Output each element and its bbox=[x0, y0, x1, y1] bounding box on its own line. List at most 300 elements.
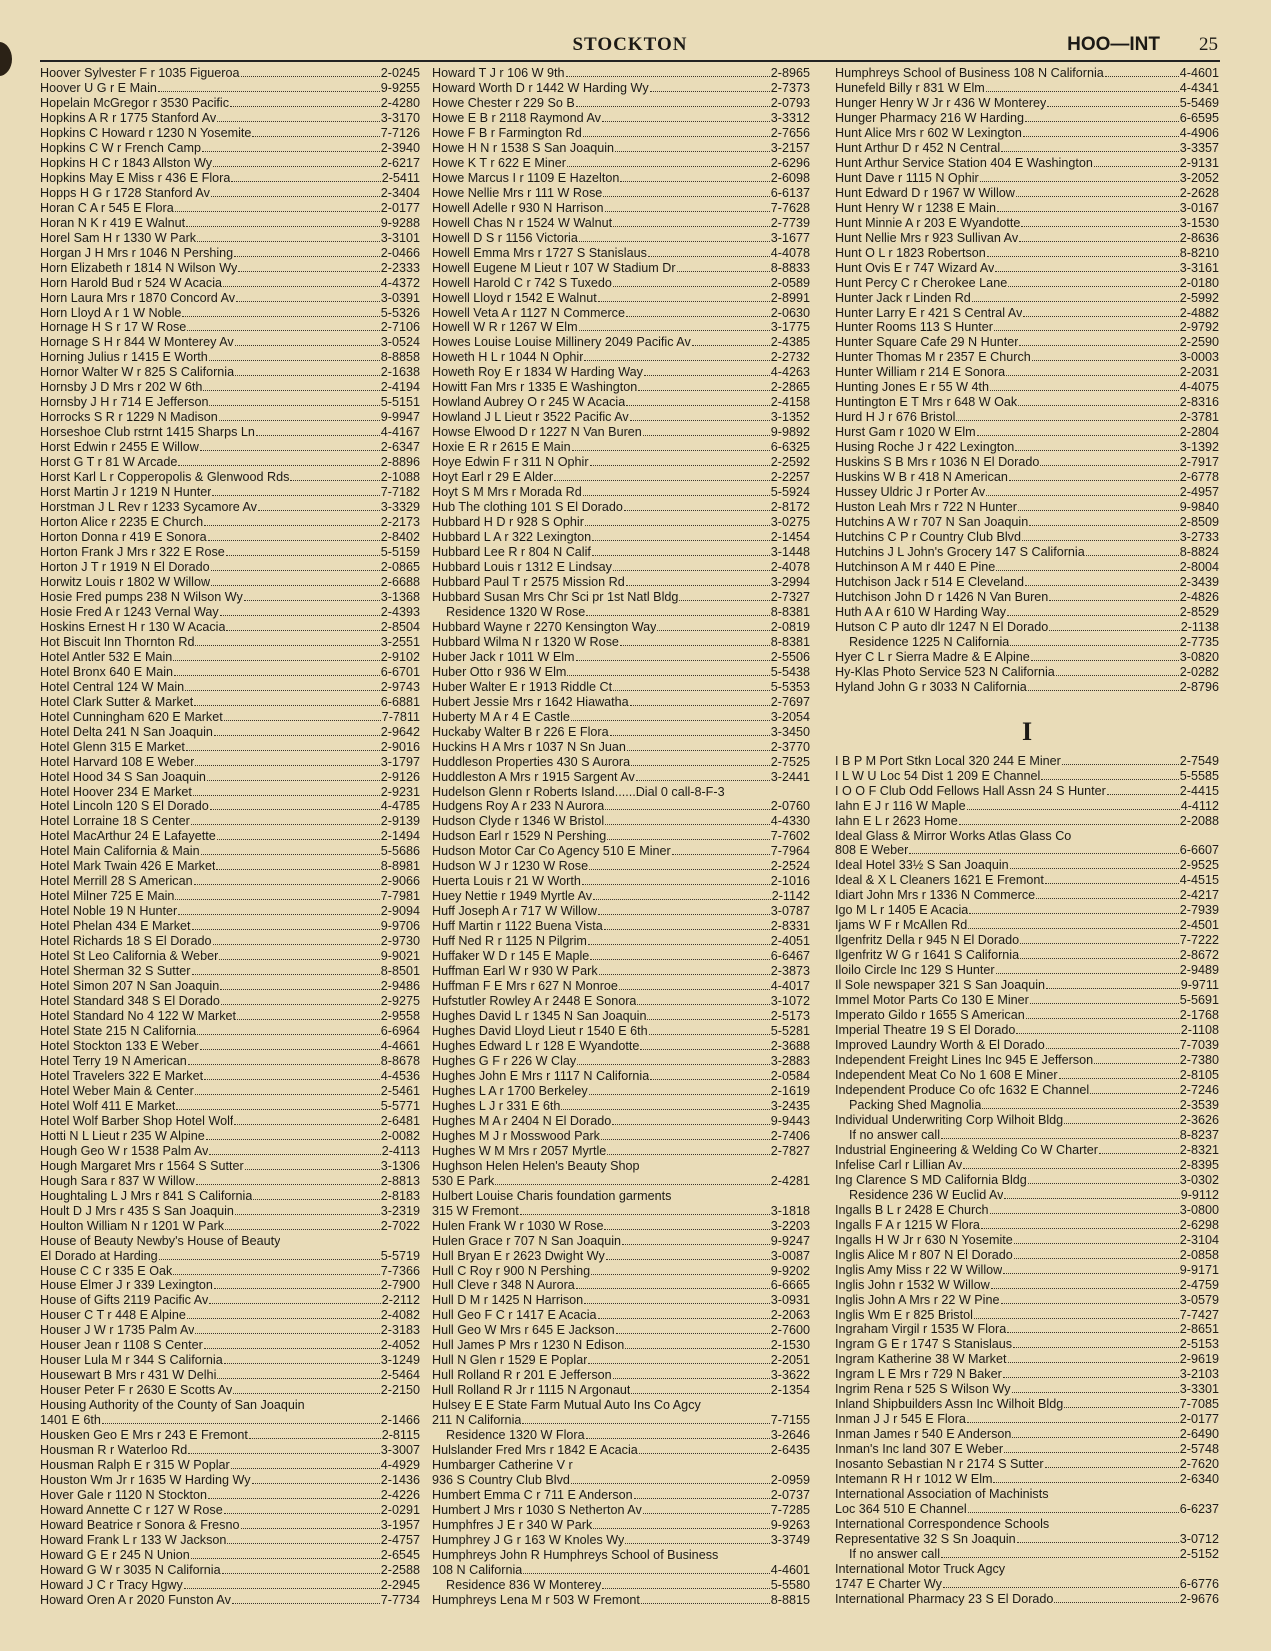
listing-name: Hull Rolland R r 201 E Jefferson bbox=[432, 1368, 612, 1383]
listing-name: Independent Meat Co No 1 608 E Miner bbox=[835, 1068, 1058, 1082]
listing-name: Howe F B r Farmington Rd bbox=[432, 125, 582, 140]
listing-name: Hubbard Wayne r 2270 Kensington Way bbox=[432, 619, 657, 634]
leader-dots bbox=[184, 1579, 380, 1589]
leader-dots bbox=[604, 1220, 769, 1230]
listing-phone: 2-1088 bbox=[380, 470, 420, 485]
leader-dots bbox=[173, 1265, 379, 1275]
leader-dots bbox=[1009, 471, 1179, 481]
listing-phone: 8-8858 bbox=[380, 350, 420, 365]
listing-row bbox=[40, 1548, 420, 1563]
listing-name: Howell Veta A r 1127 N Commerce bbox=[432, 305, 625, 320]
listing-row bbox=[835, 680, 1219, 695]
leader-dots bbox=[221, 995, 380, 1005]
listing-phone: 2-8402 bbox=[380, 530, 420, 545]
leader-dots bbox=[188, 1444, 380, 1454]
directory-column-2 bbox=[432, 66, 810, 1608]
leader-dots bbox=[986, 82, 1179, 92]
listing-name: Howell Adelle r 930 N Harrison bbox=[432, 200, 604, 215]
listing-row bbox=[432, 455, 810, 470]
listing-phone: 3-1530 bbox=[1179, 215, 1219, 230]
leader-dots bbox=[224, 711, 381, 721]
listing-row bbox=[835, 829, 1219, 844]
listing-name: Humphreys John R Humphreys School of Business bbox=[432, 1547, 719, 1562]
listing-phone: 2-0282 bbox=[1179, 664, 1219, 679]
listing-phone: 5-5691 bbox=[1179, 993, 1219, 1008]
listing-phone: 3-0820 bbox=[1179, 649, 1219, 664]
listing-row bbox=[40, 1219, 420, 1234]
listing-name: Howland J L Lieut r 3522 Pacific Av bbox=[432, 410, 629, 425]
leader-dots bbox=[603, 187, 769, 197]
listing-row bbox=[40, 545, 420, 560]
listing-phone: 2-0793 bbox=[770, 95, 810, 110]
listing-row bbox=[40, 380, 420, 395]
listing-name: Imperato Gildo r 1655 S American bbox=[835, 1008, 1025, 1023]
listing-name: Hoxie E R r 2615 E Main bbox=[432, 440, 571, 455]
leader-dots bbox=[241, 67, 380, 77]
leader-dots bbox=[585, 516, 770, 526]
listing-row bbox=[835, 126, 1219, 141]
listing-name: Hopkins A R r 1775 Stanford Av bbox=[40, 110, 217, 125]
leader-dots bbox=[241, 1519, 380, 1529]
listing-row bbox=[432, 410, 810, 425]
leader-dots bbox=[974, 1309, 1179, 1319]
listing-name: Hughson Helen Helen's Beauty Shop bbox=[432, 1158, 640, 1173]
listing-row bbox=[40, 755, 420, 770]
listing-row bbox=[40, 620, 420, 635]
listing-name: Horan N K r 419 E Walnut bbox=[40, 215, 186, 230]
listing-row bbox=[432, 1069, 810, 1084]
listing-row bbox=[835, 814, 1219, 829]
listing-name: Hopkins H C r 1843 Allston Wy bbox=[40, 155, 213, 170]
listing-phone: 2-1454 bbox=[770, 530, 810, 545]
leader-dots bbox=[1059, 1069, 1179, 1079]
leader-dots bbox=[1013, 1338, 1179, 1348]
listing-name: Humphreys Lena M r 503 W Fremont bbox=[432, 1592, 640, 1607]
listing-phone: 2-6217 bbox=[380, 155, 420, 170]
listing-name: Hotel Merrill 28 S American bbox=[40, 874, 193, 889]
listing-name: Humphfres J E r 340 W Park bbox=[432, 1517, 593, 1532]
leader-dots bbox=[631, 1384, 769, 1394]
leader-dots bbox=[226, 621, 379, 631]
listing-phone: 3-1249 bbox=[380, 1353, 420, 1368]
leader-dots bbox=[256, 426, 380, 436]
listing-row bbox=[432, 380, 810, 395]
listing-row bbox=[835, 620, 1219, 635]
listing-row bbox=[835, 665, 1219, 680]
listing-phone: 2-2112 bbox=[381, 1293, 420, 1308]
listing-name: Hulslander Fred Mrs r 1842 E Acacia bbox=[432, 1443, 638, 1458]
leader-dots bbox=[607, 830, 769, 840]
leader-dots bbox=[576, 97, 770, 107]
listing-name: Hunt Arthur Service Station 404 E Washington bbox=[835, 155, 1093, 170]
listing-phone: 2-7656 bbox=[770, 125, 810, 140]
leader-dots bbox=[607, 1145, 770, 1155]
listing-phone: 2-4082 bbox=[380, 1308, 420, 1323]
leader-dots bbox=[994, 321, 1179, 331]
listing-row bbox=[835, 605, 1219, 620]
listing-name: Hough Geo W r 1538 Palm Av bbox=[40, 1143, 209, 1158]
listing-row bbox=[40, 575, 420, 590]
listing-row bbox=[432, 1278, 810, 1293]
leader-dots bbox=[1086, 546, 1179, 556]
leader-dots bbox=[1049, 591, 1178, 601]
listing-name: Hunt Minnie A r 203 E Wyandotte bbox=[835, 215, 1021, 230]
leader-dots bbox=[956, 411, 1178, 421]
leader-dots bbox=[231, 1459, 380, 1469]
listing-phone: 4-4906 bbox=[1179, 125, 1219, 140]
listing-name: 108 N California bbox=[432, 1562, 523, 1577]
leader-dots bbox=[253, 1190, 379, 1200]
listing-row bbox=[835, 1577, 1219, 1592]
listing-row bbox=[40, 904, 420, 919]
listing-row bbox=[432, 1159, 810, 1174]
listing-name: Hotel St Leo California & Weber bbox=[40, 949, 219, 964]
leader-dots bbox=[1047, 97, 1178, 107]
leader-dots bbox=[606, 1250, 770, 1260]
listing-name: Hornor Walter W r 825 S California bbox=[40, 365, 235, 380]
listing-name: Howse Elwood D r 1227 N Van Buren bbox=[432, 425, 642, 440]
listing-row bbox=[40, 111, 420, 126]
listing-row bbox=[432, 1428, 810, 1443]
listing-phone: 3-1392 bbox=[1179, 440, 1219, 455]
listing-name: Hotel Glenn 315 E Market bbox=[40, 739, 185, 754]
listing-row bbox=[835, 754, 1219, 769]
listing-name: Ideal & X L Cleaners 1621 E Fremont bbox=[835, 873, 1044, 888]
listing-name: Hubbard H D r 928 S Ophir bbox=[432, 515, 584, 530]
listing-row bbox=[835, 96, 1219, 111]
listing-name: Horstman J L Rev r 1233 Sycamore Av bbox=[40, 500, 257, 515]
listing-name: Hub The clothing 101 S El Dorado bbox=[432, 500, 623, 515]
leader-dots bbox=[208, 1489, 380, 1499]
listing-row bbox=[432, 1413, 810, 1428]
listing-name: Howard Annette C r 127 W Rose bbox=[40, 1503, 223, 1517]
listing-row bbox=[835, 843, 1219, 858]
listing-row bbox=[835, 500, 1219, 515]
listing-name: Il Sole newspaper 321 S San Joaquin bbox=[835, 978, 1046, 993]
listing-name: Huddleson Properties 430 S Aurora bbox=[432, 754, 631, 769]
listing-phone: 9-9443 bbox=[770, 1113, 810, 1128]
listing-name: International Correspondence Schools bbox=[835, 1517, 1050, 1532]
listing-row bbox=[835, 1008, 1219, 1023]
listing-name: Hubert Jessie Mrs r 1642 Hiawatha bbox=[432, 694, 629, 709]
listing-phone: 2-9016 bbox=[380, 739, 420, 754]
leader-dots bbox=[643, 426, 770, 436]
listing-phone: 2-9792 bbox=[1179, 320, 1219, 335]
listing-phone: 2-9676 bbox=[1179, 1591, 1219, 1606]
listing-row bbox=[432, 156, 810, 171]
listing-phone: 5-5353 bbox=[770, 679, 810, 694]
leader-dots bbox=[252, 127, 379, 137]
listing-row bbox=[432, 500, 810, 515]
listing-phone: 4-4661 bbox=[380, 1038, 420, 1053]
listing-row bbox=[40, 306, 420, 321]
listing-row bbox=[432, 1578, 810, 1593]
listing-row bbox=[40, 1383, 420, 1398]
leader-dots bbox=[941, 1548, 1179, 1558]
listing-phone: 2-8183 bbox=[380, 1188, 420, 1203]
leader-dots bbox=[173, 651, 379, 661]
leader-dots bbox=[997, 202, 1179, 212]
listing-phone: 2-2063 bbox=[770, 1308, 810, 1323]
leader-dots bbox=[158, 82, 380, 92]
listing-name: Hubbard Wilma N r 1320 W Rose bbox=[432, 634, 619, 649]
listing-phone: 3-1448 bbox=[770, 545, 810, 559]
listing-phone: 4-4785 bbox=[380, 799, 420, 814]
listing-phone: 2-3439 bbox=[1179, 574, 1219, 589]
listing-row bbox=[835, 1308, 1219, 1323]
listing-name: Ijams W F r McAllen Rd bbox=[835, 918, 968, 933]
listing-phone: 2-5464 bbox=[380, 1368, 420, 1383]
leader-dots bbox=[636, 771, 770, 781]
listing-name: Residence 1320 W Flora bbox=[446, 1428, 585, 1443]
leader-dots bbox=[650, 1070, 770, 1080]
listing-name: Humbarger Catherine V r bbox=[432, 1458, 573, 1473]
leader-dots bbox=[237, 1010, 380, 1020]
listing-phone: 2-4194 bbox=[380, 380, 420, 395]
leader-dots bbox=[620, 172, 769, 182]
listing-row bbox=[835, 335, 1219, 350]
listing-name: Hotel Bronx 640 E Main bbox=[40, 664, 174, 679]
listing-phone: 2-3404 bbox=[380, 185, 420, 200]
listing-row bbox=[432, 1533, 810, 1548]
listing-phone: 2-1108 bbox=[1180, 1023, 1219, 1038]
leader-dots bbox=[204, 516, 380, 526]
listing-name: Hoye Edwin F r 311 N Ophir bbox=[432, 455, 589, 470]
listing-name: Horgan J H Mrs r 1046 N Pershing bbox=[40, 245, 234, 260]
listing-row bbox=[432, 994, 810, 1009]
listing-phone: 3-1775 bbox=[770, 320, 810, 335]
listing-name: Hotel Standard 348 S El Dorado bbox=[40, 994, 220, 1009]
listing-phone: 9-9202 bbox=[770, 1263, 810, 1278]
page-city-title: STOCKTON bbox=[572, 34, 688, 55]
listing-name: Hunt Nellie Mrs r 923 Sullivan Av bbox=[835, 230, 1019, 245]
leader-dots bbox=[222, 1564, 380, 1574]
listing-row bbox=[40, 1084, 420, 1099]
listing-name: Hotel Mark Twain 426 E Market bbox=[40, 859, 216, 874]
leader-dots bbox=[1023, 127, 1179, 137]
listing-phone: 8-8815 bbox=[770, 1592, 810, 1607]
leader-dots bbox=[234, 247, 380, 257]
listing-phone: 4-4078 bbox=[770, 245, 810, 260]
listing-row bbox=[835, 455, 1219, 470]
listing-phone: 2-6688 bbox=[380, 574, 420, 589]
listing-name: 1747 E Charter Wy bbox=[835, 1576, 942, 1591]
listing-phone: 3-0787 bbox=[770, 904, 810, 919]
listing-row bbox=[432, 485, 810, 500]
listing-phone: 9-9892 bbox=[770, 425, 810, 440]
listing-row bbox=[40, 680, 420, 695]
listing-row bbox=[40, 485, 420, 500]
listing-phone: 4-4929 bbox=[380, 1458, 420, 1473]
leader-dots bbox=[1023, 307, 1178, 317]
listing-row bbox=[432, 874, 810, 889]
listing-row bbox=[40, 96, 420, 111]
leader-dots bbox=[174, 666, 380, 676]
listing-phone: 2-8004 bbox=[1179, 559, 1219, 574]
leader-dots bbox=[613, 681, 770, 691]
listing-name: Humphrey J G r 163 W Knoles Wy bbox=[432, 1532, 625, 1547]
listing-row bbox=[835, 156, 1219, 171]
listing-row bbox=[835, 1293, 1219, 1308]
listing-row bbox=[40, 171, 420, 186]
listing-phone: 2-7525 bbox=[770, 754, 810, 769]
leader-dots bbox=[204, 1070, 380, 1080]
listing-name: Huff Joseph A r 717 W Willow bbox=[432, 904, 597, 919]
listing-name: Hotel Simon 207 N San Joaquin bbox=[40, 979, 220, 994]
listing-row bbox=[40, 725, 420, 740]
leader-dots bbox=[1008, 1353, 1179, 1363]
listing-phone: 2-0819 bbox=[770, 619, 810, 634]
leader-dots bbox=[638, 381, 769, 391]
listing-name: Hughes David Lloyd Lieut r 1540 E 6th bbox=[432, 1024, 648, 1038]
listing-phone: 8-8678 bbox=[380, 1053, 420, 1068]
listing-row bbox=[835, 171, 1219, 186]
leader-dots bbox=[195, 1085, 380, 1095]
listing-row bbox=[40, 919, 420, 934]
listing-row bbox=[432, 949, 810, 964]
listing-phone: 2-8813 bbox=[380, 1173, 420, 1188]
listing-row bbox=[432, 1398, 810, 1413]
leader-dots bbox=[1028, 681, 1179, 691]
leader-dots bbox=[605, 202, 770, 212]
listing-phone: 2-7900 bbox=[380, 1278, 420, 1293]
leader-dots bbox=[194, 696, 380, 706]
listing-phone: 6-6467 bbox=[770, 949, 810, 964]
listing-row bbox=[835, 575, 1219, 590]
leader-dots bbox=[1030, 994, 1179, 1004]
listing-name: Inglis Amy Miss r 22 W Willow bbox=[835, 1262, 1003, 1277]
leader-dots bbox=[1014, 1249, 1179, 1259]
listing-row bbox=[835, 1397, 1219, 1412]
leader-dots bbox=[626, 307, 770, 317]
listing-row bbox=[835, 1502, 1219, 1517]
leader-dots bbox=[197, 1025, 380, 1035]
listing-name: Hotel Standard No 4 122 W Market bbox=[40, 1009, 236, 1024]
leader-dots bbox=[1020, 949, 1179, 959]
listing-row bbox=[835, 1068, 1219, 1083]
listing-name: Hornage S H r 844 W Monterey Av bbox=[40, 335, 234, 350]
listing-name: Inman J J r 545 E Flora bbox=[835, 1412, 966, 1427]
listing-name: Hosie Fred A r 1243 Vernal Way bbox=[40, 604, 219, 619]
listing-name: Hunt Arthur D r 452 N Central bbox=[835, 140, 1001, 155]
listing-row bbox=[835, 963, 1219, 978]
listing-row bbox=[40, 455, 420, 470]
leader-dots bbox=[567, 157, 770, 167]
listing-name: Hunt Henry W r 1238 E Main bbox=[835, 200, 996, 215]
leader-dots bbox=[236, 292, 380, 302]
leader-dots bbox=[1046, 1039, 1179, 1049]
listing-phone: 2-0858 bbox=[1179, 1247, 1219, 1262]
listing-row bbox=[432, 1473, 810, 1488]
leader-dots bbox=[968, 1503, 1179, 1513]
listing-name: Horst Martin J r 1219 N Hunter bbox=[40, 485, 212, 500]
leader-dots bbox=[995, 262, 1178, 272]
listing-row bbox=[835, 246, 1219, 261]
listing-row bbox=[40, 1353, 420, 1368]
listing-name: Hornsby J D Mrs r 202 W 6th bbox=[40, 380, 203, 395]
listing-name: Hudgens Roy A r 233 N Aurora bbox=[432, 799, 605, 814]
listing-phone: 3-2203 bbox=[770, 1218, 810, 1233]
listing-row bbox=[40, 186, 420, 201]
listing-phone: 9-9706 bbox=[380, 919, 420, 934]
listing-row bbox=[432, 740, 810, 755]
listing-row bbox=[432, 171, 810, 186]
listing-row bbox=[835, 485, 1219, 500]
listing-name: Huff Martin r 1122 Buena Vista bbox=[432, 919, 603, 934]
listing-phone: 2-8991 bbox=[770, 290, 810, 305]
leader-dots bbox=[996, 561, 1178, 571]
listing-row bbox=[40, 770, 420, 785]
listing-row bbox=[432, 605, 810, 620]
listing-name: Houston Wm Jr r 1635 W Harding Wy bbox=[40, 1473, 251, 1488]
leader-dots bbox=[209, 351, 380, 361]
listing-row bbox=[835, 410, 1219, 425]
listing-name: 315 W Fremont bbox=[432, 1203, 519, 1218]
leader-dots bbox=[987, 247, 1179, 257]
leader-dots bbox=[1004, 1189, 1179, 1199]
listing-name: Hussey Uldric J r Porter Av bbox=[835, 485, 986, 500]
listing-phone: 2-1016 bbox=[770, 874, 810, 889]
listing-phone: 2-8965 bbox=[770, 66, 810, 80]
listing-phone: 2-0584 bbox=[770, 1068, 810, 1083]
listing-spacer bbox=[835, 695, 1219, 710]
leader-dots bbox=[1004, 1443, 1179, 1453]
listing-row bbox=[432, 1009, 810, 1024]
listing-phone: 2-9066 bbox=[380, 874, 420, 889]
leader-dots bbox=[102, 1414, 380, 1424]
leader-dots bbox=[1007, 1323, 1179, 1333]
listing-row bbox=[40, 1278, 420, 1293]
listing-name: Residence 1320 W Rose bbox=[446, 604, 586, 619]
listing-name: Horn Lloyd A r 1 W Noble bbox=[40, 305, 182, 320]
listing-name: Huth A A r 610 W Harding Way bbox=[835, 604, 1007, 619]
listing-row bbox=[432, 246, 810, 261]
listing-name: Howard T J r 106 W 9th bbox=[432, 66, 565, 80]
listing-row bbox=[40, 560, 420, 575]
listing-name: Intemann R H r 1012 W Elm bbox=[835, 1472, 993, 1487]
leader-dots bbox=[186, 217, 380, 227]
listing-phone: 2-2524 bbox=[770, 859, 810, 874]
listing-row bbox=[432, 1234, 810, 1249]
leader-dots bbox=[220, 980, 380, 990]
listing-row bbox=[40, 1413, 420, 1428]
leader-dots bbox=[588, 935, 770, 945]
listing-name: Howell Lloyd r 1542 E Walnut bbox=[432, 290, 597, 305]
listing-phone: 5-5469 bbox=[1179, 95, 1219, 110]
listing-name: 936 S Country Club Blvd bbox=[432, 1473, 570, 1488]
leader-dots bbox=[203, 381, 379, 391]
listing-name: Ingalls B L r 2428 E Church bbox=[835, 1202, 989, 1217]
listing-name: Residence 236 W Euclid Av bbox=[849, 1187, 1004, 1202]
listing-row bbox=[40, 844, 420, 859]
listing-name: Idiart John Mrs r 1336 N Commerce bbox=[835, 888, 1036, 903]
leader-dots bbox=[1036, 889, 1179, 899]
listing-phone: 5-5686 bbox=[380, 844, 420, 859]
listing-row bbox=[835, 1472, 1219, 1487]
listing-phone: 2-4281 bbox=[770, 1173, 810, 1188]
listing-row bbox=[40, 395, 420, 410]
listing-row bbox=[40, 440, 420, 455]
leader-dots bbox=[1006, 366, 1179, 376]
listing-name: Howe Chester r 229 So B bbox=[432, 95, 575, 110]
listing-name: Hunger Pharmacy 216 W Harding bbox=[835, 110, 1024, 125]
listing-phone: 2-2173 bbox=[380, 515, 420, 530]
listing-row bbox=[40, 1174, 420, 1189]
listing-row bbox=[40, 1323, 420, 1338]
listing-row bbox=[432, 1189, 810, 1204]
listing-row bbox=[432, 1219, 810, 1234]
listing-row bbox=[40, 1204, 420, 1219]
